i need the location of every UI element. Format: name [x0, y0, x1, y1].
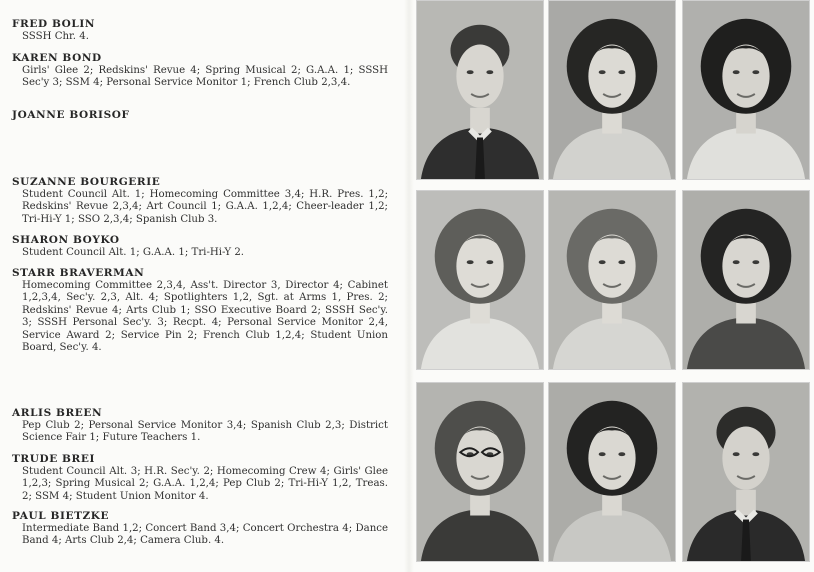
- page-gutter: [404, 0, 414, 572]
- eye-left: [467, 260, 474, 264]
- eye-left: [733, 260, 740, 264]
- eye-left: [467, 70, 474, 74]
- student-activities: Pep Club 2; Personal Service Monitor 3,4; Spanish Club 2,3; District Science Fair 1; Future Teachers 1.: [22, 420, 388, 444]
- student-activities: SSSH Chr. 4.: [22, 31, 90, 42]
- face-shape: [456, 427, 503, 490]
- entry-arlis-breen: [12, 407, 388, 445]
- eye-left: [733, 70, 740, 74]
- portrait-image: [683, 191, 809, 369]
- face-shape: [456, 45, 503, 108]
- entry-suzanne-bourgerie: [12, 176, 388, 226]
- portrait-image: [549, 191, 675, 369]
- portrait-image: [549, 383, 675, 561]
- portrait-photo: [416, 382, 544, 562]
- face-shape: [588, 427, 635, 490]
- portrait-photo: [682, 190, 810, 370]
- portrait-image: [549, 1, 675, 179]
- portrait-image: [417, 1, 543, 179]
- student-name: TRUDE BREI: [12, 453, 95, 465]
- portrait-photo: [548, 190, 676, 370]
- portrait-image: [683, 383, 809, 561]
- eye-left: [733, 452, 740, 456]
- face-shape: [456, 235, 503, 298]
- eye-left: [599, 452, 606, 456]
- student-activities: Homecoming Committee 2,3,4, Ass't. Director 3, Director 4; Cabinet 1,2,3,4, Sec'y. 2,3, Alt. 4; Spotlighters 1,2, Sgt. at Arms 1, Pres. 2; Redskins' Revue 4; Arts Club 1; SSO Executive Board 2; SSSH Sec'y. 3; SSSH Personal Sec'y. 3; Recpt. 4; Personal Service Monitor 2,4, Service Award 2; Service Pin 2; French Club 1,2,4; Student Union Board, Sec'y. 4.: [22, 280, 388, 354]
- face-shape: [588, 45, 635, 108]
- student-name: FRED BOLIN: [12, 18, 96, 30]
- entry-karen-bond: [12, 52, 388, 90]
- portrait-image: [417, 191, 543, 369]
- portrait-photo: [416, 190, 544, 370]
- face-shape: [722, 235, 769, 298]
- entry-joanne-borisof: [12, 109, 388, 122]
- portrait-image: [417, 383, 543, 561]
- eye-right: [618, 260, 625, 264]
- student-name: SHARON BOYKO: [12, 234, 120, 246]
- eye-right: [752, 70, 759, 74]
- student-activities: Intermediate Band 1,2; Concert Band 3,4; Concert Orchestra 4; Dance Band 4; Arts Club 2,4; Camera Club. 4.: [22, 523, 388, 547]
- eye-right: [752, 260, 759, 264]
- portrait-photo: [682, 0, 810, 180]
- entry-paul-bietzke: [12, 510, 388, 548]
- student-activities: Student Council Alt. 3; H.R. Sec'y. 2; Homecoming Crew 4; Girls' Glee 1,2,3; Spring Musical 2; G.A.A. 1,2,4; Pep Club 2; Tri-Hi-Y 1,2, Treas. 2; SSM 4; Student Union Monitor 4.: [22, 466, 388, 502]
- eye-right: [486, 260, 493, 264]
- student-activities: Student Council Alt. 1; G.A.A. 1; Tri-Hi-Y 2.: [22, 247, 245, 258]
- face-shape: [588, 235, 635, 298]
- student-name: JOANNE BORISOF: [12, 109, 130, 121]
- eye-left: [599, 70, 606, 74]
- student-activities: Student Council Alt. 1; Homecoming Committee 3,4; H.R. Pres. 1,2; Redskins' Revue 2,3,4; Art Council 1; G.A.A. 1,2,4; Cheer-leader 1,2; Tri-Hi-Y 1; SSO 2,3,4; Spanish Club 3.: [22, 189, 388, 225]
- portrait-photo: [548, 382, 676, 562]
- entry-starr-braverman: [12, 267, 388, 354]
- face-shape: [722, 427, 769, 490]
- portrait-photo: [548, 0, 676, 180]
- entry-fred-bolin: [12, 18, 388, 43]
- student-name: ARLIS BREEN: [12, 407, 103, 419]
- portrait-photo: [682, 382, 810, 562]
- student-activities: Girls' Glee 2; Redskins' Revue 4; Spring Musical 2; G.A.A. 1; SSSH Sec'y 3; SSM 4; Personal Service Monitor 1; French Club 2,3,4.: [22, 65, 388, 89]
- student-name: STARR BRAVERMAN: [12, 267, 145, 279]
- portrait-photo: [416, 0, 544, 180]
- face-shape: [722, 45, 769, 108]
- eye-right: [486, 70, 493, 74]
- student-name: PAUL BIETZKE: [12, 510, 110, 522]
- student-name: KAREN BOND: [12, 52, 102, 64]
- eye-right: [618, 70, 625, 74]
- portrait-image: [683, 1, 809, 179]
- student-name: SUZANNE BOURGERIE: [12, 176, 161, 188]
- entry-sharon-boyko: [12, 234, 388, 259]
- eye-left: [599, 260, 606, 264]
- eye-right: [752, 452, 759, 456]
- entry-trude-brei: [12, 453, 388, 503]
- eye-right: [618, 452, 625, 456]
